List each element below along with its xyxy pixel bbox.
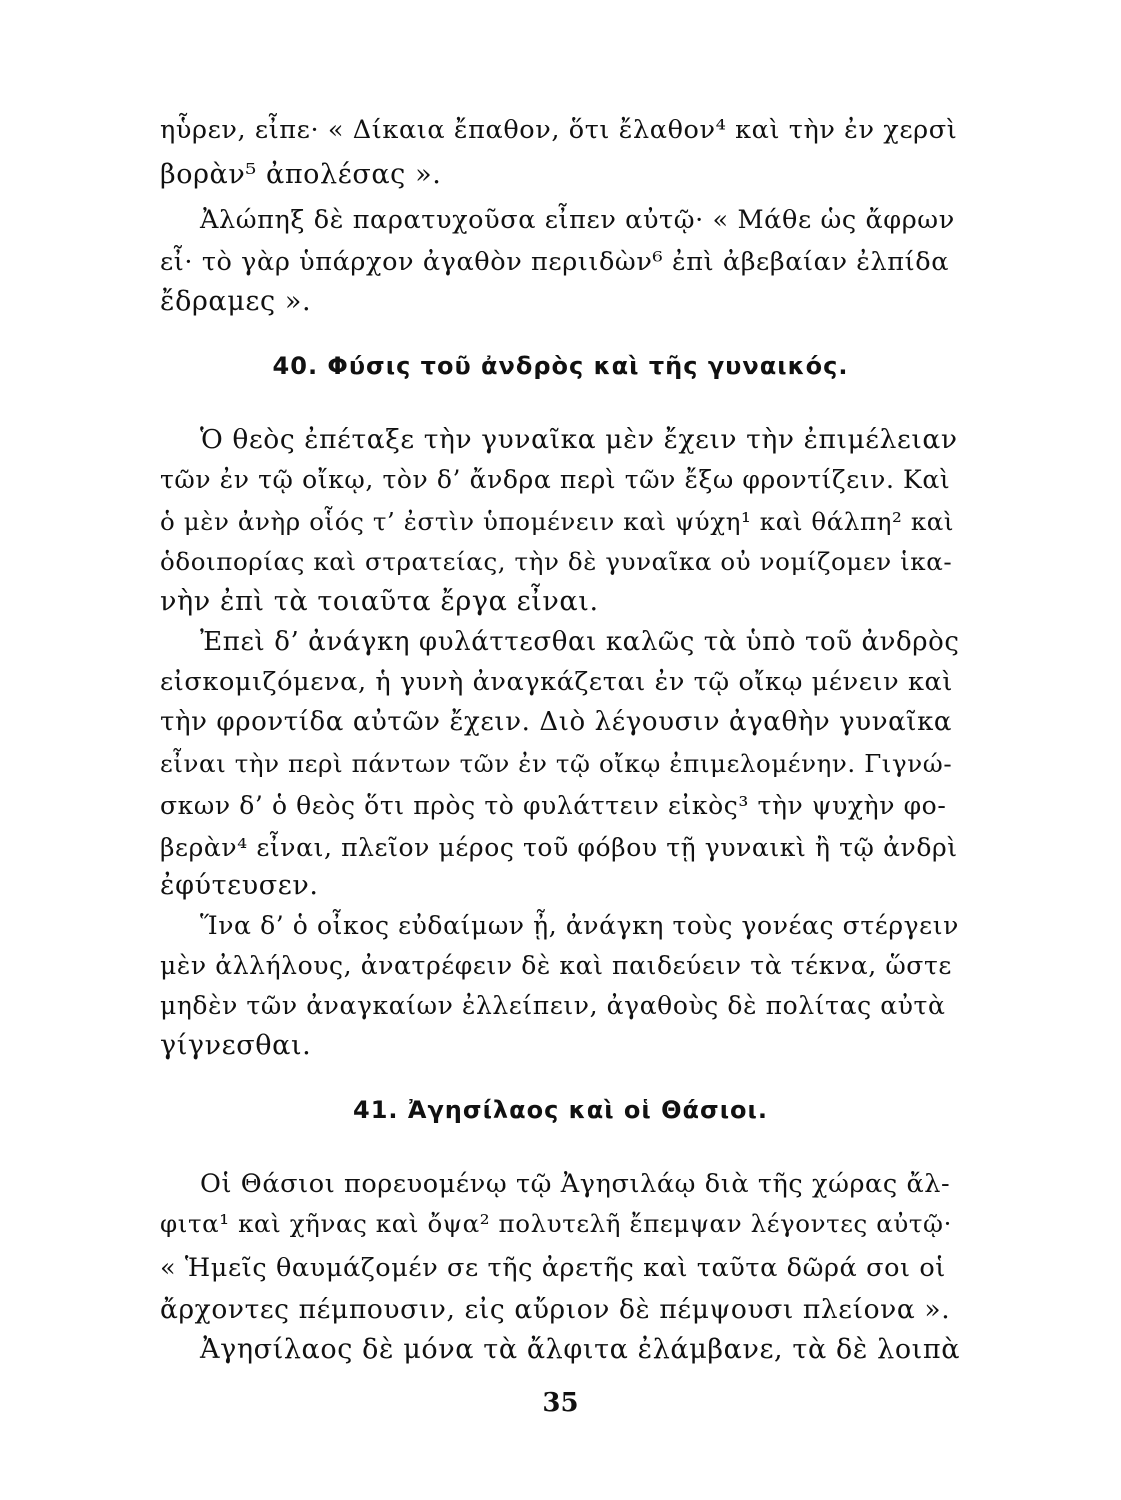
text-line: φιτα¹ καὶ χῆνας καὶ ὄψα² πολυτελῆ ἔπεμψαν λέγοντες αὐτῷ·	[160, 1209, 952, 1238]
page-number: 35	[542, 1388, 579, 1418]
text-line: ἐφύτευσεν.	[160, 870, 319, 901]
text-line: γίγνεσθαι.	[160, 1030, 312, 1061]
text-line: Ἀγησίλαος δὲ μόνα τὰ ἄλφιτα ἐλάμβανε, τὰ δὲ λοιπὰ	[200, 1334, 961, 1365]
section-heading-41: 41. Ἀγησίλαος καὶ οἱ Θάσιοι.	[353, 1096, 768, 1124]
text-line: Ὁ θεὸς ἐπέταξε τὴν γυναῖκα μὲν ἔχειν τὴν ἐπιμέλειαν	[200, 424, 958, 455]
text-line: « Ἡμεῖς θαυμάζομέν σε τῆς ἀρετῆς καὶ ταῦτα δῶρά σοι οἱ	[160, 1253, 946, 1283]
text-line: ὁδοιπορίας καὶ στρατείας, τὴν δὲ γυναῖκα οὐ νομίζομεν ἱκα-	[160, 547, 953, 576]
text-line: βορὰν⁵ ἀπολέσας ».	[160, 159, 442, 190]
text-line: εἰσκομιζόμενα, ἡ γυνὴ ἀναγκάζεται ἐν τῷ οἴκῳ μένειν καὶ	[160, 667, 953, 697]
text-line: Ἀλώπηξ δὲ παρατυχοῦσα εἶπεν αὐτῷ· « Μάθε ὡς ἄφρων	[200, 205, 955, 235]
text-line: ἄρχοντες πέμπουσιν, εἰς αὔριον δὲ πέμψουσι πλείονα ».	[160, 1294, 951, 1325]
text-line: Ἵνα δ’ ὁ οἶκος εὐδαίμων ᾖ, ἀνάγκη τοὺς γονέας στέργειν	[200, 911, 959, 940]
text-line: νὴν ἐπὶ τὰ τοιαῦτα ἔργα εἶναι.	[160, 586, 599, 617]
text-line: εἶ· τὸ γὰρ ὑπάρχον ἀγαθὸν περιιδὼν⁶ ἐπὶ ἀβεβαίαν ἐλπίδα	[160, 247, 950, 277]
text-line: ηὗρεν, εἶπε· « Δίκαια ἔπαθον, ὅτι ἔλαθον⁴ καὶ τὴν ἐν χερσὶ	[160, 115, 958, 145]
text-line: Οἱ Θάσιοι πορευομένῳ τῷ Ἀγησιλάῳ διὰ τῆς χώρας ἄλ-	[200, 1169, 951, 1199]
text-line: μὲν ἀλλήλους, ἀνατρέφειν δὲ καὶ παιδεύειν τὰ τέκνα, ὥστε	[160, 951, 952, 980]
text-line: ἔδραμες ».	[160, 286, 312, 317]
text-line: μηδὲν τῶν ἀναγκαίων ἐλλείπειν, ἀγαθοὺς δὲ πολίτας αὐτὰ	[160, 991, 946, 1020]
text-line: εἶναι τὴν περὶ πάντων τῶν ἐν τῷ οἴκῳ ἐπιμελομένην. Γιγνώ-	[160, 749, 953, 778]
text-line: τὴν φροντίδα αὐτῶν ἔχειν. Διὸ λέγουσιν ἀγαθὴν γυναῖκα	[160, 707, 953, 737]
text-line: βερὰν⁴ εἶναι, πλεῖον μέρος τοῦ φόβου τῇ γυναικὶ ἢ τῷ ἀνδρὶ	[160, 833, 958, 862]
text-line: τῶν ἐν τῷ οἴκῳ, τὸν δ’ ἄνδρα περὶ τῶν ἔξω φροντίζειν. Καὶ	[160, 465, 951, 494]
text-line: σκων δ’ ὁ θεὸς ὅτι πρὸς τὸ φυλάττειν εἰκὸς³ τὴν ψυχὴν φο-	[160, 791, 947, 820]
text-line: Ἐπεὶ δ’ ἀνάγκη φυλάττεσθαι καλῶς τὰ ὑπὸ τοῦ ἀνδρὸς	[200, 627, 960, 657]
section-heading-40: 40. Φύσις τοῦ ἀνδρὸς καὶ τῆς γυναικός.	[272, 352, 849, 380]
text-line: ὁ μὲν ἀνὴρ οἷός τ’ ἐστὶν ὑπομένειν καὶ ψύχη¹ καὶ θάλπη² καὶ	[160, 507, 955, 536]
